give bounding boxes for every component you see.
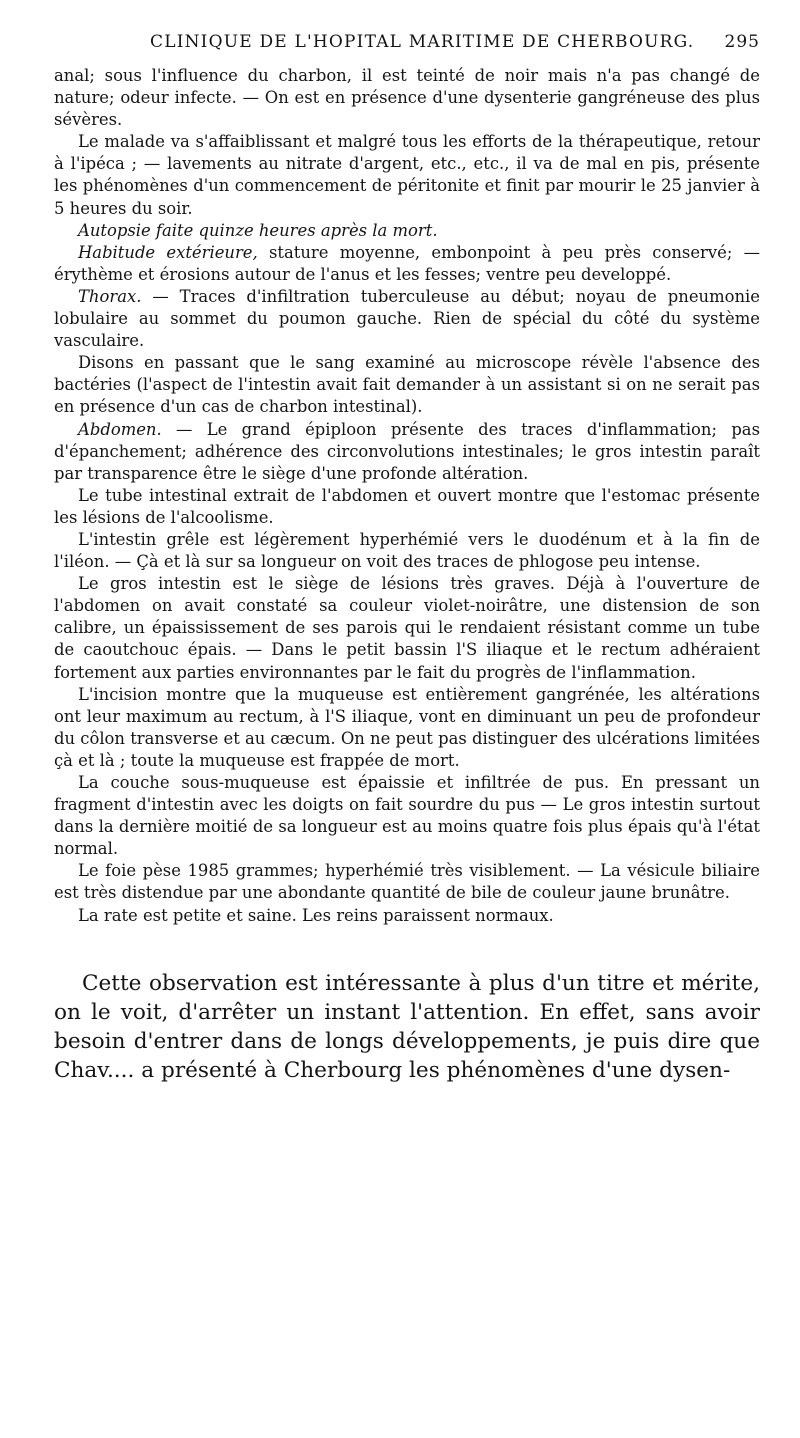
paragraph xyxy=(54,286,760,352)
paragraph-text: stature moyenne, embonpoint à peu près conservé; — érythème et érosions autour de l'anus et les fesses; ventre peu developpé. xyxy=(54,242,760,284)
paragraph-text: L'intestin grêle est légèrement hyperhémié vers le duodénum et à la fin de l'iléon. — Çà et là sur sa longueur on voit des traces de phlogose peu intense. xyxy=(54,529,760,572)
section-heading: Habitude extérieure, xyxy=(78,242,258,262)
paragraph xyxy=(54,529,760,573)
paragraph xyxy=(54,573,760,683)
paragraph xyxy=(54,65,760,131)
book-page xyxy=(54,30,760,1085)
section-heading: Autopsie faite quinze heures après la mort. xyxy=(78,220,438,240)
page-header xyxy=(54,30,760,65)
paragraph xyxy=(54,905,760,927)
section-heading: Thorax. xyxy=(78,286,142,306)
paragraph-text: Le gros intestin est le siège de lésions très graves. Déjà à l'ouverture de l'abdomen on avait constaté sa couleur violet-noirâtre, une distension de son calibre, un épaississement de ses parois qui le rendaient résistant comme un tube de caoutchouc épais. — Dans le petit bassin l'S iliaque et le rectum adhéraient fortement aux parties environnantes par le fait du progrès de l'inflammation. xyxy=(54,574,760,682)
paragraph xyxy=(54,772,760,860)
paragraph xyxy=(54,419,760,485)
paragraph xyxy=(54,352,760,418)
page-number: 295 xyxy=(724,32,760,52)
paragraph-text: — Traces d'infiltration tuberculeuse au début; noyau de pneumonie lobulaire au sommet du poumon gauche. Rien de spécial du côté du système vasculaire. xyxy=(54,286,760,351)
section-heading: Abdomen. xyxy=(78,419,162,439)
paragraph xyxy=(54,860,760,904)
paragraph-text: La couche sous-muqueuse est épaissie et infiltrée de pus. En pressant un fragment d'intestin avec les doigts on fait sourdre du pus — Le gros intestin surtout dans la dernière moitié de sa longueur est au moins quatre fois plus épais qu'à l'état normal. xyxy=(54,773,760,859)
paragraph xyxy=(54,242,760,286)
paragraph-text: Le malade va s'affaiblissant et malgré tous les efforts de la thérapeutique, retour à l'ipéca ; — lavements au nitrate d'argent, etc., etc., il va de mal en pis, présente les phénomènes d'un commencement de péritonite et finit par mourir le 25 janvier à 5 heures du soir. xyxy=(54,132,760,218)
paragraph-text: Le foie pèse 1985 grammes; hyperhémié très visiblement. — La vésicule biliaire est très distendue par une abondante quantité de bile de couleur jaune brunâtre. xyxy=(54,861,760,903)
paragraph xyxy=(54,485,760,529)
paragraph-text: Disons en passant que le sang examiné au microscope révèle l'absence des bactéries (l'aspect de l'intestin avait fait demander à un assistant si on ne serait pas en présence d'un cas de charbon intestinal). xyxy=(54,353,760,417)
paragraph-text: L'incision montre que la muqueuse est entièrement gangrénée, les altérations ont leur maximum au rectum, à l'S iliaque, vont en diminuant un peu de profondeur du côlon transverse et au cæcum. On ne peut pas distinguer des ulcérations limitées çà et là ; toute la muqueuse est frappée de mort. xyxy=(54,684,760,770)
paragraph-text: anal; sous l'influence du charbon, il est teinté de noir mais n'a pas changé de nature; odeur infecte. — On est en présence d'une dysenterie gangréneuse des plus sévères. xyxy=(54,66,760,130)
paragraph-text: La rate est petite et saine. Les reins paraissent normaux. xyxy=(78,905,554,925)
paragraph xyxy=(54,131,760,219)
paragraph xyxy=(54,684,760,772)
paragraph xyxy=(54,220,760,242)
running-head: CLINIQUE DE L'HOPITAL MARITIME DE CHERBOURG. xyxy=(150,32,695,52)
commentary-text xyxy=(54,969,760,1085)
paragraph-text: — Le grand épiploon présente des traces d'inflammation; pas d'épanchement; adhérence des circonvolutions intestinales; le gros intestin paraît par transparence être le siège d'une profonde altération. xyxy=(54,419,760,483)
paragraph-text: Le tube intestinal extrait de l'abdomen et ouvert montre que l'estomac présente les lésions de l'alcoolisme. xyxy=(54,485,760,527)
observation-text xyxy=(54,65,760,927)
paragraph: Cette observation est intéressante à plus d'un titre et mérite, on le voit, d'arrêter un instant l'attention. En effet, sans avoir besoin d'entrer dans de longs développements, je puis dire que Chav.... a présenté à Cherbourg les phénomènes d'une dysen- xyxy=(54,970,760,1083)
